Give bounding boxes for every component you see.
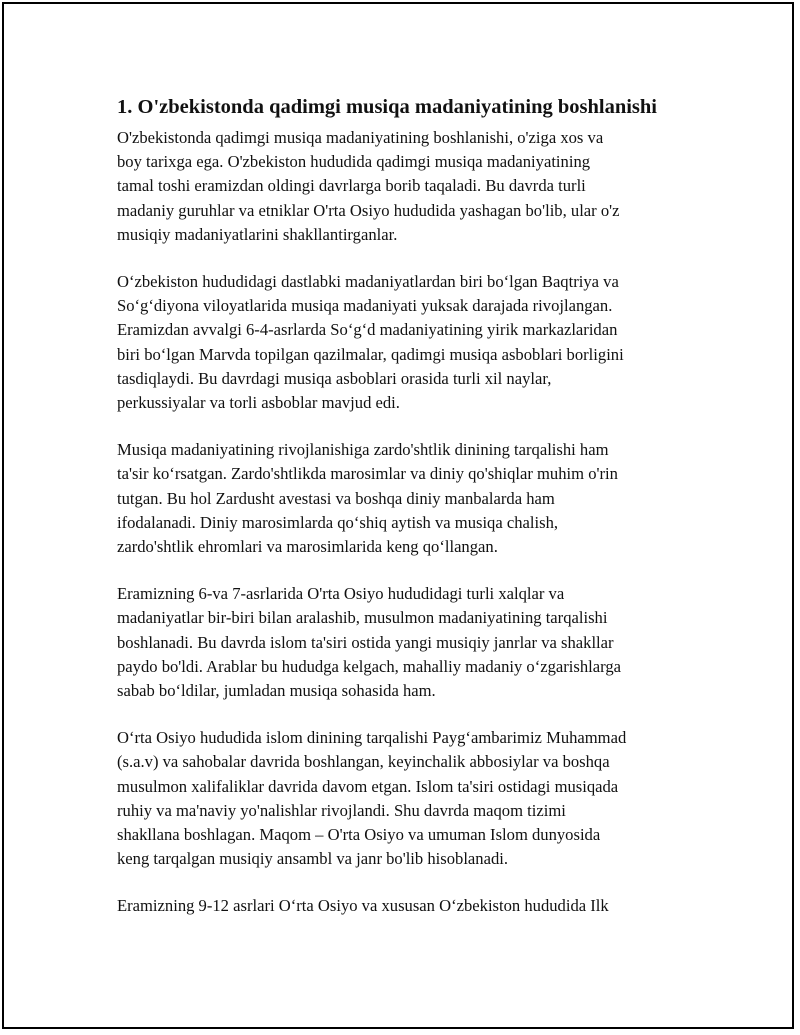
text-line: Eramizning 6-va 7-asrlarida O'rta Osiyo hududidagi turli xalqlar va — [117, 584, 565, 604]
text-line: (s.a.v) va sahobalar davrida boshlangan, keyinchalik abbosiylar va boshqa — [117, 752, 610, 772]
paragraph — [117, 438, 689, 559]
text-line: paydo bo'ldi. Arablar bu hududga kelgach, mahalliy madaniy o‘zgarishlarga — [117, 656, 622, 676]
text-line: perkussiyalar va torli asboblar mavjud edi. — [117, 393, 400, 413]
text-line: keng tarqalgan musiqiy ansambl va janr bo'lib hisoblanadi. — [117, 849, 509, 869]
text-line: ifodalanadi. Diniy marosimlarda qo‘shiq aytish va musiqa chalish, — [117, 512, 559, 532]
paragraph — [117, 894, 689, 918]
section-heading: 1. O'zbekistonda qadimgi musiqa madaniyatining boshlanishi — [117, 96, 658, 118]
document-body — [117, 94, 689, 942]
text-line: musiqiy madaniyatlarini shakllantirganlar. — [117, 224, 398, 244]
paragraph — [117, 726, 689, 871]
text-line: zardo'shtlik ehromlari va marosimlarida keng qo‘llangan. — [117, 537, 498, 557]
text-line: tutgan. Bu hol Zardusht avestasi va boshqa diniy manbalarda ham — [117, 488, 555, 508]
text-line: sabab bo‘ldilar, jumladan musiqa sohasida ham. — [117, 681, 436, 701]
paragraph — [117, 582, 689, 703]
text-line: O‘zbekiston hududidagi dastlabki madaniyatlardan biri bo‘lgan Baqtriya va — [117, 272, 619, 292]
paragraph — [117, 126, 689, 247]
text-line: madaniy guruhlar va etniklar O'rta Osiyo hududida yashagan bo'lib, ular o'z — [117, 200, 620, 220]
text-line: O‘rta Osiyo hududida islom dinining tarqalishi Payg‘ambarimiz Muhammad — [117, 728, 627, 748]
text-line: madaniyatlar bir-biri bilan aralashib, musulmon madaniyatining tarqalishi — [117, 608, 608, 628]
text-line: O'zbekistonda qadimgi musiqa madaniyatining boshlanishi, o'ziga xos va — [117, 128, 604, 147]
text-line: Eramizning 9-12 asrlari O‘rta Osiyo va xususan O‘zbekiston hududida Ilk — [117, 896, 609, 916]
text-line: biri bo‘lgan Marvda topilgan qazilmalar, qadimgi musiqa asboblari borligini — [117, 344, 624, 364]
text-line: tasdiqlaydi. Bu davrdagi musiqa asboblari orasida turli xil naylar, — [117, 368, 552, 388]
text-line: tamal toshi eramizdan oldingi davrlarga borib taqaladi. Bu davrda turli — [117, 176, 586, 196]
text-line: musulmon xalifaliklar davrida davom etgan. Islom ta'siri ostidagi musiqada — [117, 776, 619, 796]
text-line: So‘g‘diyona viloyatlarida musiqa madaniyati yuksak darajada rivojlangan. — [117, 296, 613, 316]
paragraph — [117, 270, 689, 415]
text-line: boy tarixga ega. O'zbekiston hududida qadimgi musiqa madaniyatining — [117, 152, 591, 172]
text-line: shakllana boshlagan. Maqom – O'rta Osiyo va umuman Islom dunyosida — [117, 825, 601, 845]
text-line: boshlanadi. Bu davrda islom ta'siri ostida yangi musiqiy janrlar va shakllar — [117, 632, 614, 652]
text-line: Musiqa madaniyatining rivojlanishiga zardo'shtlik dinining tarqalishi ham — [117, 440, 609, 460]
text-line: Eramizdan avvalgi 6-4-asrlarda So‘g‘d madaniyatining yirik markazlaridan — [117, 320, 618, 340]
text-line: ta'sir ko‘rsatgan. Zardo'shtlikda marosimlar va diniy qo'shiqlar muhim o'rin — [117, 464, 618, 484]
text-line: ruhiy va ma'naviy yo'nalishlar rivojlandi. Shu davrda maqom tizimi — [117, 800, 566, 820]
